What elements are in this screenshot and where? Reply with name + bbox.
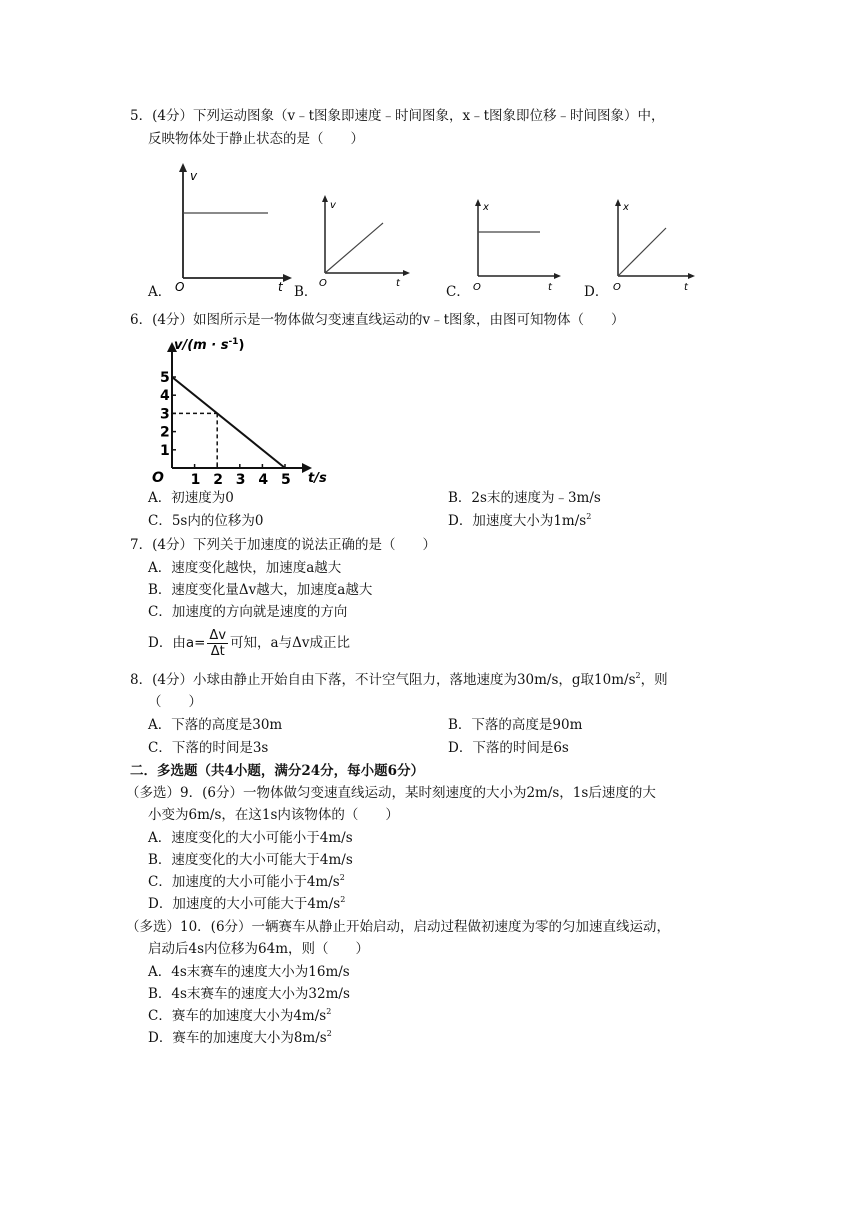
q6-option-a: A．初速度为0 [148,490,234,506]
q5-graph-c [468,194,568,294]
q5-label-a: A． [148,284,172,300]
q5-b-yaxis-label: v [330,200,336,211]
q8-option-a: A．下落的高度是30m [148,717,283,733]
q8-stem-line2: （ ） [148,694,202,710]
q7-formula-fraction [207,628,228,659]
q8-stem-pre: 8．(4分）小球由静止开始自由下落，不计空气阻力，落地速度为30m/s，g取10m/s [130,672,636,688]
q7-option-d-post: 可知，a与Δv成正比 [230,635,350,651]
q10-option-b: B．4s末赛车的速度大小为32m/s [148,986,350,1002]
vt-ytick-label-2: 2 [160,424,170,441]
q5-b-xaxis-label: t [396,278,400,289]
vt-xtick-label-2: 2 [213,472,223,486]
q6-option-c: C．5s内的位移为0 [148,513,264,529]
vt-ylabel-close: ) [238,338,245,353]
q5-label-d: D． [584,284,609,300]
q10-option-c [148,1006,331,1026]
q9-option-b: B．速度变化的大小可能大于4m/s [148,852,353,868]
q9-option-c-text: C．加速度的大小可能小于4m/s [148,874,340,890]
q7-formula-num: Δv [209,628,227,643]
q5-d-yaxis-label: x [623,202,629,213]
q9-option-c-sup: 2 [339,873,345,882]
q9-stem-line2: 小变为6m/s，在这1s内该物体的（ ） [148,807,399,823]
q6-option-d [448,511,591,531]
q7-option-b: B．速度变化量Δv越大，加速度a越大 [148,582,373,598]
vt-ytick-label-5: 5 [160,370,170,386]
section2-title: 二．多选题（共4小题，满分24分，每小题6分） [130,763,425,779]
q7-option-a: A．速度变化越快，加速度a越大 [148,560,342,576]
q8-option-b: B．下落的高度是90m [448,717,583,733]
q10-option-c-text: C．赛车的加速度大小为4m/s [148,1008,327,1024]
vt-xtick-label-1: 1 [190,472,201,486]
q10-stem-line1: （多选）10．(6分）一辆赛车从静止开始启动，启动过程做初速度为零的匀加速直线运动， [126,919,671,935]
vt-ytick-label-4: 4 [160,388,170,405]
q5-c-origin-label: O [473,282,481,293]
q10-option-a: A．4s末赛车的速度大小为16m/s [148,964,350,980]
q7-formula-den: Δt [210,644,225,659]
q6-stem: 6．(4分）如图所示是一物体做匀变速直线运动的v﹣t图象，由图可知物体（ ） [130,312,625,328]
q10-stem-line2: 启动后4s内位移为64m，则（ ） [148,941,369,957]
vt-xlabel: t/s [308,471,327,486]
q8-option-c: C．下落的时间是3s [148,740,269,756]
vt-ylabel [174,337,244,353]
q5-graph-a [166,160,296,294]
q9-option-d [148,894,345,914]
q5-graph-d [608,194,698,294]
q6-option-d-text: D．加速度大小为1m/s [448,513,587,529]
q6-option-d-sup: 2 [586,512,592,521]
vt-ylabel-text: v/(m · s [174,338,229,353]
q9-option-d-text: D．加速度的大小可能大于4m/s [148,896,341,912]
q6-vt-chart [144,334,344,486]
q9-stem-line1: （多选）9．(6分）一物体做匀变速直线运动，某时刻速度的大小为2m/s，1s后速度的大 [126,785,656,801]
q10-option-d [148,1028,332,1048]
q7-option-d-pre: D．由 [148,635,186,651]
q5-a-yaxis-label: v [190,169,198,183]
vt-ylabel-exp: -1 [228,337,239,347]
vt-xtick-label-5: 5 [281,472,291,486]
q9-option-d-sup: 2 [340,895,346,904]
q7-stem: 7．(4分）下列关于加速度的说法正确的是（ ） [130,537,436,553]
q7-formula-lhs: a= [185,635,206,651]
q9-option-c [148,872,345,892]
q10-option-d-sup: 2 [326,1029,332,1038]
q5-b-origin-label: O [319,278,327,289]
q5-c-yaxis-label: x [483,202,489,213]
q5-d-origin-label: O [613,282,621,293]
q7-option-c: C．加速度的方向就是速度的方向 [148,604,348,620]
q10-option-c-sup: 2 [326,1007,332,1016]
vt-xtick-label-3: 3 [235,472,246,486]
vt-series-line [172,377,285,468]
q7-option-d [148,628,350,659]
q9-option-a: A．速度变化的大小可能小于4m/s [148,830,353,846]
q8-stem-sup: 2 [635,671,641,680]
vt-ytick-label-1: 1 [160,442,170,459]
vt-ytick-label-3: 3 [160,406,170,423]
q5-graph-b [313,190,413,290]
q5-stem-line1: 5．(4分）下列运动图象（v﹣t图象即速度﹣时间图象，x﹣t图象即位移﹣时间图象）中， [130,108,665,124]
q5-a-xaxis-label: t [278,280,283,294]
vt-xtick-label-4: 4 [258,472,269,486]
q5-stem-line2: 反映物体处于静止状态的是（ ） [148,131,364,147]
q8-stem-line1 [130,670,668,690]
q6-option-b: B．2s末的速度为﹣3m/s [448,490,601,506]
q8-stem-post: ，则 [640,672,668,688]
vt-origin: O [152,470,164,486]
q5-c-xaxis-label: t [548,282,552,293]
q5-a-origin-label: O [175,280,185,294]
q5-d-xaxis-label: t [684,282,688,293]
q8-option-d: D．下落的时间是6s [448,740,569,756]
q5-label-c: C． [446,284,470,300]
q10-option-d-text: D．赛车的加速度大小为8m/s [148,1030,327,1046]
q5-label-b: B． [294,284,318,300]
